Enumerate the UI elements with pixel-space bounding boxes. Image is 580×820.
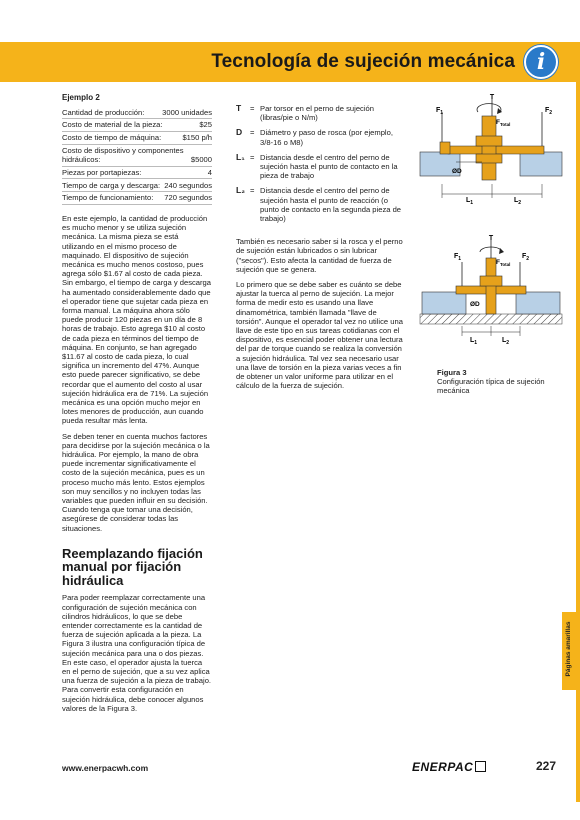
section-heading: Reemplazando fijación manual por fijación hidráulica [62,545,203,588]
example-row-value: $5000 [190,155,212,165]
definition-item: L₂ = Distancia desde el centro del perno de sujeción hasta el punto de reacción (o punto de contacto en la segunda pieza de trabajo) [236,186,406,223]
length-l1-label: $L_1$ [470,337,478,346]
example-row [62,192,212,205]
figure-caption [437,368,557,396]
example-row [62,145,212,167]
example-row [62,179,212,192]
logo-mark-icon [475,761,486,772]
example-row-value: $25 [199,120,212,130]
force-total-label: $F_{Total}$ [496,119,511,127]
diameter-label: ØD [452,168,462,175]
example-row-value: 3000 unidades [162,107,212,117]
torque-label: T [488,235,494,242]
body-paragraph: También es necesario saber si la rosca y el perno de sujeción están lubricados o sin lubricar ("secos"). Esto afecta la cantidad de fuerza de sujeción que se genera. [236,237,403,274]
column-middle [236,104,406,390]
definition-text: Par torsor en el perno de sujeción (libras/pie o N/m) [260,104,374,123]
force-f1-label: $F_1$ [436,107,444,116]
body-paragraph: Para poder reemplazar correctamente una configuración de sujeción mecánica con cilindros hidráulicos, lo que se debe entender correctamente es la cantidad de fuerza de sujeción aplicada a la pieza. La Figura 3 ilustra una configuración típica de sujeción mecánica para una o dos piezas. En este caso, el operador ajusta la tuerca en el perno de sujeción, que a su vez aplica una fuerza de sujeción a la pieza de trabajo. Para convertir esta configuración en sujeción hidráulica, debe conocer algunos valores de la Figura 3. [62,593,212,713]
definition-symbol: L₂ [236,185,245,196]
diagram-top [420,94,562,206]
body-paragraph: Lo primero que se debe saber es cuánto se debe ajustar la tuerca al perno de sujeción. La mejor forma de medir esto es usando una llave dinamométrica, también llamada "llave de torsión". Aunque el operador tal vez no utilice una llave de este tipo en sus tareas cotidianas con el dispositivo, es esencial poder obtener una lectura del par de torque cuando se realiza la conversión a sujeción hidráulica. Tal vez sea necesario usar una llave de torsión en la pieza varias veces a fin de obtener un valor uniforme para utilizar en el cálculo de la fuerza de sujeción. [236,280,403,391]
length-l2-label: $L_2$ [502,337,510,346]
example-row-value: $150 p/h [182,133,212,143]
diagram-bottom [420,235,562,346]
torque-label: T [489,94,495,101]
example-row-label: Tiempo de funcionamiento: [62,193,154,203]
force-total-label: $F_{Total}$ [496,259,511,267]
example-row-label: Piezas por portapiezas: [62,167,142,177]
top-margin [0,0,580,42]
brand-logo [412,760,486,774]
example-row-value: 240 segundos [164,180,212,190]
column-left [62,93,212,713]
side-tab-label: Páginas amarillas [565,621,572,677]
definition-text: Distancia desde el centro del perno de sujeción hasta el punto de reacción (o punto de contacto en la segunda pieza de trabajo) [260,186,402,224]
example-row-label: Costo de material de la pieza: [62,120,163,130]
definition-symbol: D [236,127,243,138]
body-paragraph: Se deben tener en cuenta muchos factores para decidirse por la sujeción mecánica o la hidráulica. Por ejemplo, la mano de obra puede incrementar significativamente el costo de la sujeción mecánica, pues es un proceso mucho más lento. Estos ejemplos son muy sencillos y no incluyen todas las variables que pueden influir en su decisión. Cuando tenga que tomar una decisión, asegúrese de considerar todas las situaciones. [62,431,210,533]
example-row-label: Tiempo de carga y descarga: [62,180,161,190]
footer-url[interactable]: www.enerpacwh.com [62,763,149,773]
definition-item: L₁ = Distancia desde el centro del perno de sujeción hasta el punto de contacto en la pieza de trabajo [236,153,406,181]
example-table [62,106,212,205]
brand-name: ENERPAC [412,760,474,774]
example-row-label: Costo de dispositivo y componentes hidráulicos: [62,145,184,165]
definition-symbol: L₁ [236,151,245,162]
side-tab[interactable] [562,612,580,690]
length-l2-label: $L_2$ [514,197,522,206]
force-f2-label: $F_2$ [545,107,553,116]
info-icon: i [524,45,558,79]
figure-3 [412,90,574,365]
page-edge-strip [576,82,580,802]
page-title: Tecnología de sujeción mecánica [211,51,515,72]
clamp-diagram [412,90,574,360]
force-f1-label: $F_1$ [454,253,462,262]
example-row-value: 720 segundos [164,193,212,203]
definition-item: T = Par torsor en el perno de sujeción (libras/pie o N/m) [236,104,406,122]
example-row-value: 4 [207,167,212,177]
example-row-label: Cantidad de producción: [62,107,145,117]
example-row [62,119,212,132]
example-row [62,132,212,145]
definition-text: Distancia desde el centro del perno de sujeción hasta el punto de contacto en la pieza de trabajo [260,152,398,181]
figure-caption-text: Configuración típica de sujeción mecánica [437,377,545,396]
definition-list [236,104,406,223]
force-f2-label: $F_2$ [522,253,530,262]
example-title: Ejemplo 2 [62,93,100,102]
figure-caption-title: Figura 3 [437,368,467,377]
page-number: 227 [536,759,557,773]
length-l1-label: $L_1$ [466,197,474,206]
definition-symbol: T [236,103,242,113]
definition-text: Diámetro y paso de rosca (por ejemplo, 3/8-16 o M8) [260,128,393,147]
example-row-label: Costo de tiempo de máquina: [62,133,162,143]
example-row [62,106,212,119]
definition-item: D = Diámetro y paso de rosca (por ejemplo, 3/8-16 o M8) [236,128,406,146]
body-paragraph: En este ejemplo, la cantidad de producción es mucho menor y se utiliza sujeción mecánica. La misma pieza se está utilizando en el mismo proceso de maquinado. El dispositivo de sujeción mecánica es mucho menos costoso, pues agrega sólo $1.67 al costo de cada pieza. Sin embargo, el tiempo de carga y descarga ha aumentado considerablemente dado que el operador tiene que sujetar cada pieza en forma manual. La máquina ahora sólo puede producir 120 piezas en un día de 8 horas de trabajo. Esto agrega $10 al costo de cada pieza en términos del tiempo de máquina. En conjunto, se han agregado $11.67 al costo de cada pieza, lo cual significa un incremento del 47%. Aunque esto puede parecer significativo, se debe recordar que el aumento del costo al usar sujeción hidráulica era de 71%. La sujeción mecánica es una opción mucho mejor en lotes menores de producción, aun cuando pueda resultar más lenta. [62,213,212,426]
example-row [62,167,212,180]
diameter-label: ØD [470,301,480,308]
